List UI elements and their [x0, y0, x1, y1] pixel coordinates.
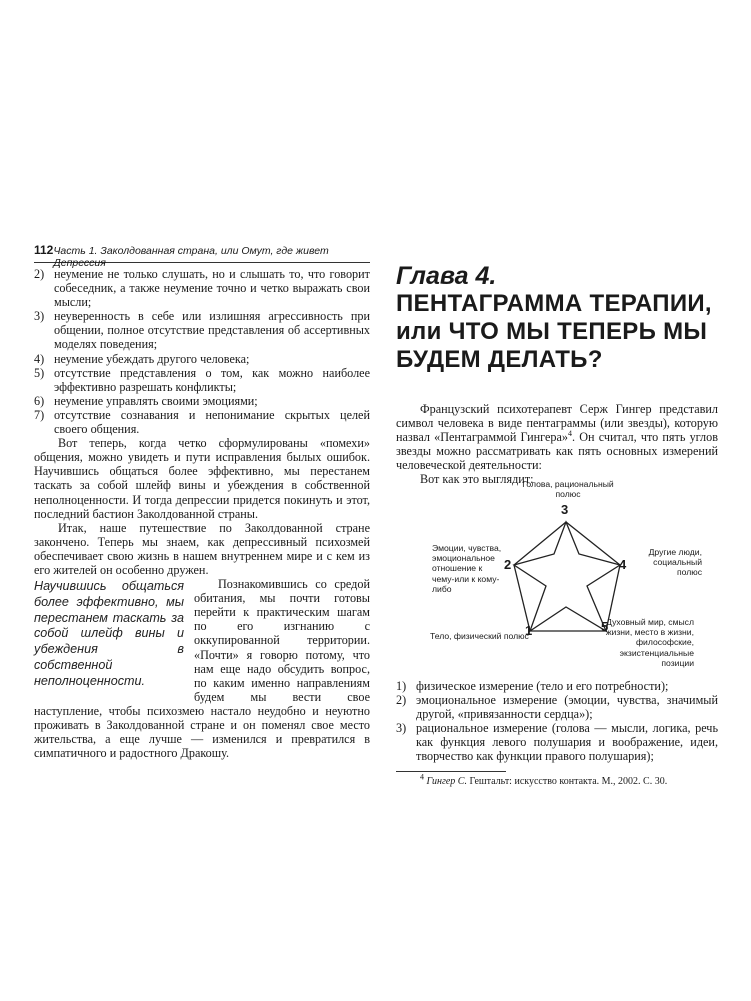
- node-number-4: 4: [619, 556, 627, 572]
- paragraph: Вот теперь, когда четко сформулированы «помехи» общения, можно увидеть и пути исправления былых ошибок. Научившись общаться более эффективно, мы перестанем таскать за собой шлейф вины и убеждения в собственной неполноценности. И тогда депрессии придется покинуть и этот, последний бастион Заколдованной страны.: [34, 436, 370, 521]
- footnote-mark: 4: [420, 772, 424, 782]
- list-item: 7) отсутствие сознавания и непонимание скрытых целей своего общения.: [34, 407, 370, 437]
- list-item: 4) неумение убеждать другого человека;: [34, 351, 250, 366]
- list-item: 2) неумение не только слушать, но и слышать то, что говорит собеседник, а также неумение точно и четко выражать свои мысли;: [34, 267, 370, 310]
- pullquote: Научившись общаться более эффективно, мы перестанем таскать за собой шлейф вины и убеждения в собственной неполноценности.: [34, 579, 184, 688]
- list-item: 3) рациональное измерение (голова — мысли, логика, речь как функция левого полушария и воображение, идеи, творчество как функции правого полушария);: [396, 720, 718, 764]
- list-item: 2) эмоциональное измерение (эмоции, чувства, значимый другой, «привязанности сердца»);: [396, 692, 718, 721]
- chapter-title-line: БУДЕМ ДЕЛАТЬ?: [396, 346, 603, 373]
- left-body: [34, 267, 370, 760]
- chapter-heading: [396, 262, 718, 374]
- footnote-rule: [396, 771, 506, 772]
- list-item: 3) неуверенность в себе или излишняя агрессивность при общении, полное отсутствие представления об ассертивных моделях поведения;: [34, 309, 370, 352]
- pentagon-outline: [514, 522, 620, 631]
- chapter-label: Глава 4.: [396, 262, 497, 290]
- node-label-2: Эмоции, чувства, эмоциональное отношение к чему-или к кому-либо: [432, 542, 502, 595]
- list-item: 6) неумение управлять своими эмоциями;: [34, 393, 258, 408]
- node-label-5: Духовный мир, смысл жизни, место в жизни, философские, экзистенциальные позиции: [605, 616, 694, 669]
- node-number-1: 1: [525, 622, 533, 638]
- pullquote-section: [34, 577, 370, 760]
- footnote-reference: 4: [568, 429, 573, 439]
- list-item: 1) физическое измерение (тело и его потребности);: [396, 678, 669, 693]
- lead-in: Вот как это выглядит:: [420, 472, 534, 487]
- paragraph: Познакомившись со средой обитания, мы почти готовы перейти к практическим шагам по его изгнанию с оккупированной территории. «Почти» я говорю потому, что нам еще надо обсудить вопрос, по каким именно направлениям будем мы вести свое наступление, чтобы психозмею настало неудобно и неуютно проживать в Заколдованной стране и он поменял свое место жительства, а еще лучше — изменился и превратился в симпатичного и радостного Дракошу.: [34, 577, 370, 761]
- chapter-title-line: или ЧТО МЫ ТЕПЕРЬ МЫ: [396, 318, 708, 345]
- node-label-1: Тело, физический полюс: [430, 630, 529, 641]
- node-number-2: 2: [504, 556, 512, 572]
- footnote-text: Гештальт: искусство контакта. М., 2002. С. 30.: [466, 776, 668, 788]
- star-outline: [514, 522, 620, 631]
- page-number: 112: [34, 243, 54, 257]
- paragraph: Итак, наше путешествие по Заколдованной стране закончено. Теперь мы знаем, как депрессивный психозмей обеспечивает свою жизнь в нашем внутреннем мире и с кем из его жителей он особенно дружен.: [34, 520, 370, 577]
- right-body: [396, 402, 718, 487]
- node-number-3: 3: [561, 501, 569, 517]
- right-list-section: [396, 679, 718, 764]
- footnote: [396, 772, 718, 788]
- dimensions-list: [396, 679, 718, 764]
- chapter-title-line: ПЕНТАГРАММА ТЕРАПИИ,: [396, 290, 712, 317]
- node-number-5: 5: [601, 618, 609, 634]
- difficulties-list: [34, 267, 370, 436]
- left-page: [34, 243, 370, 760]
- running-head-title: Часть 1. Заколдованная страна, или Омут, где живет Депрессия: [53, 245, 329, 269]
- node-label-3: Голова, рациональный полюс: [522, 478, 614, 499]
- node-label-4: Другие люди, социальный полюс: [648, 546, 702, 578]
- right-page: [396, 262, 718, 788]
- list-item: 5) отсутствие представления о том, как можно наиболее эффективно разрешать конфликты;: [34, 365, 370, 394]
- footnote-author: Гингер С.: [426, 776, 467, 788]
- running-head: [34, 243, 370, 269]
- intro-paragraph: Французский психотерапевт Серж Гингер представил символ человека в виде пентаграммы (или звезды), которую назвал «Пентаграммой Гингера»$^4$. Он считал, что пять углов звезды можно рассматривать как пять основных измерений человеческой деятельности:: [396, 402, 718, 473]
